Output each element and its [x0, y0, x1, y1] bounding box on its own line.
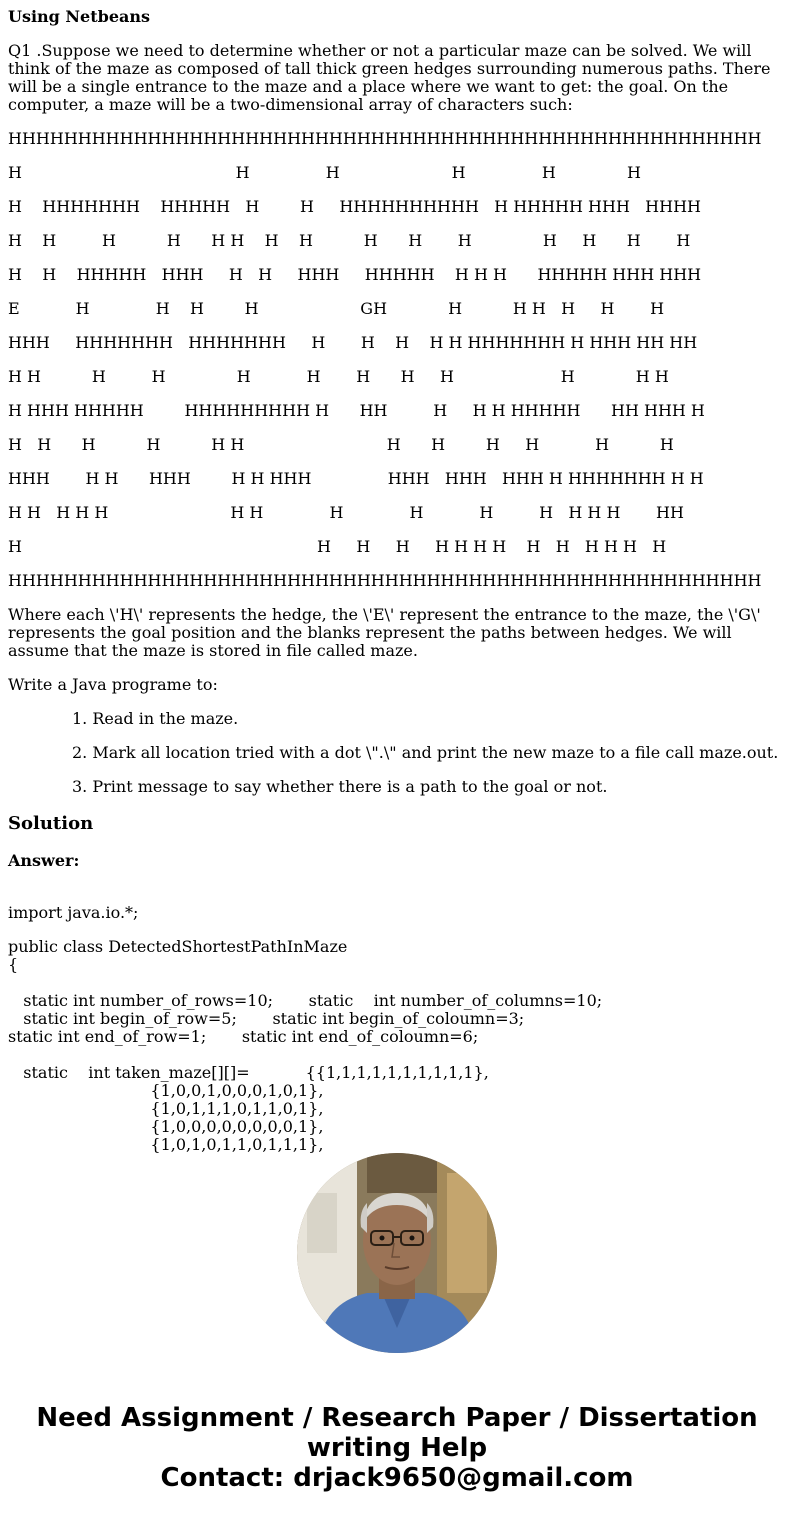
task-list: [72, 710, 786, 796]
maze-row: H HHH HHHHH HHHHHHHHH H HH H H H HHHHH HH HHH H: [8, 401, 705, 420]
task-item: 2. Mark all location tried with a dot \".\" and print the new maze to a file call maze.out.: [72, 743, 779, 762]
code-line: static int end_of_row=1; static int end_of_coloumn=6;: [8, 1027, 479, 1046]
task-intro: Write a Java programe to:: [8, 675, 218, 694]
maze-row: H H HHHHH HHH H H HHH HHHHH H H H HHHHH HHH HHH: [8, 265, 702, 284]
code-line: {1,0,0,0,0,0,0,0,0,1},: [8, 1117, 324, 1136]
maze-row: HHHHHHHHHHHHHHHHHHHHHHHHHHHHHHHHHHHHHHHHHHHHHHHHHHHHHH: [8, 129, 762, 148]
banner-line: Need Assignment / Research Paper / Dissertation: [36, 1403, 758, 1433]
task-item: 1. Read in the maze.: [72, 709, 239, 728]
code-line: static int begin_of_row=5; static int begin_of_coloumn=3;: [8, 1009, 525, 1028]
question-text: Q1 .Suppose we need to determine whether or not a particular maze can be solved. We will think of the maze as composed of tall thick green hedges surrounding numerous paths. There will be a single entrance to the maze and a place where we want to get: the goal. On the computer, a maze will be a two-dimensional array of characters such:: [8, 41, 771, 114]
maze-row: H H H H H H H H H H H H: [8, 367, 669, 386]
maze-row: HHH H H HHH H H HHH HHH HHH HHH H HHHHHHH H H: [8, 469, 704, 488]
code-line: {1,0,1,1,1,0,1,1,0,1},: [8, 1099, 324, 1118]
tutor-photo: [297, 1153, 497, 1353]
code-line: static int number_of_rows=10; static int number_of_columns=10;: [8, 991, 603, 1010]
avatar: [297, 1153, 497, 1353]
code-line: public class DetectedShortestPathInMaze: [8, 937, 348, 956]
description-text: Where each \'H\' represents the hedge, the \'E\' represent the entrance to the maze, the \'G\' represents the goal position and the blanks represent the paths between hedges. We will assume that the maze is stored in file called maze.: [8, 605, 761, 660]
code-line: {1,0,1,0,1,1,0,1,1,1},: [8, 1135, 324, 1154]
maze-row: H H H H H H: [8, 163, 641, 182]
maze-row: H HHHHHHH HHHHH H H HHHHHHHHHH H HHHHH HHH HHHH: [8, 197, 701, 216]
maze-row: E H H H H GH H H H H H H: [8, 299, 665, 318]
maze-row: HHHHHHHHHHHHHHHHHHHHHHHHHHHHHHHHHHHHHHHHHHHHHHHHHHHHHH: [8, 571, 762, 590]
code-line: [8, 1046, 786, 1064]
code-line: static int taken_maze[][]= {{1,1,1,1,1,1,1,1,1,1},: [8, 1063, 489, 1082]
code-line: [8, 974, 786, 992]
code-import: import java.io.*;: [8, 903, 139, 922]
document-body: [8, 8, 786, 1154]
maze-row: H H H H H H H H H H H H H H HH: [8, 503, 684, 522]
maze-row: H H H H H H H H H H H H: [8, 435, 674, 454]
code-block: [8, 938, 786, 1154]
banner-line: writing Help: [306, 1433, 488, 1463]
maze-block: [8, 130, 786, 590]
solution-heading: Solution: [8, 813, 94, 834]
help-banner: [0, 1403, 794, 1493]
maze-row: H H H H H H H H H H H H H H H: [8, 231, 691, 250]
task-item: 3. Print message to say whether there is a path to the goal or not.: [72, 777, 608, 796]
banner-contact: Contact: drjack9650@gmail.com: [160, 1463, 634, 1493]
answer-label: Answer:: [8, 851, 80, 870]
code-line: {: [8, 955, 19, 974]
page-title: Using Netbeans: [8, 7, 150, 26]
maze-row: HHH HHHHHHH HHHHHHH H H H H H HHHHHHH H HHH HH HH: [8, 333, 698, 352]
code-line: {1,0,0,1,0,0,0,1,0,1},: [8, 1081, 324, 1100]
maze-row: H H H H H H H H H H H H H H: [8, 537, 667, 556]
